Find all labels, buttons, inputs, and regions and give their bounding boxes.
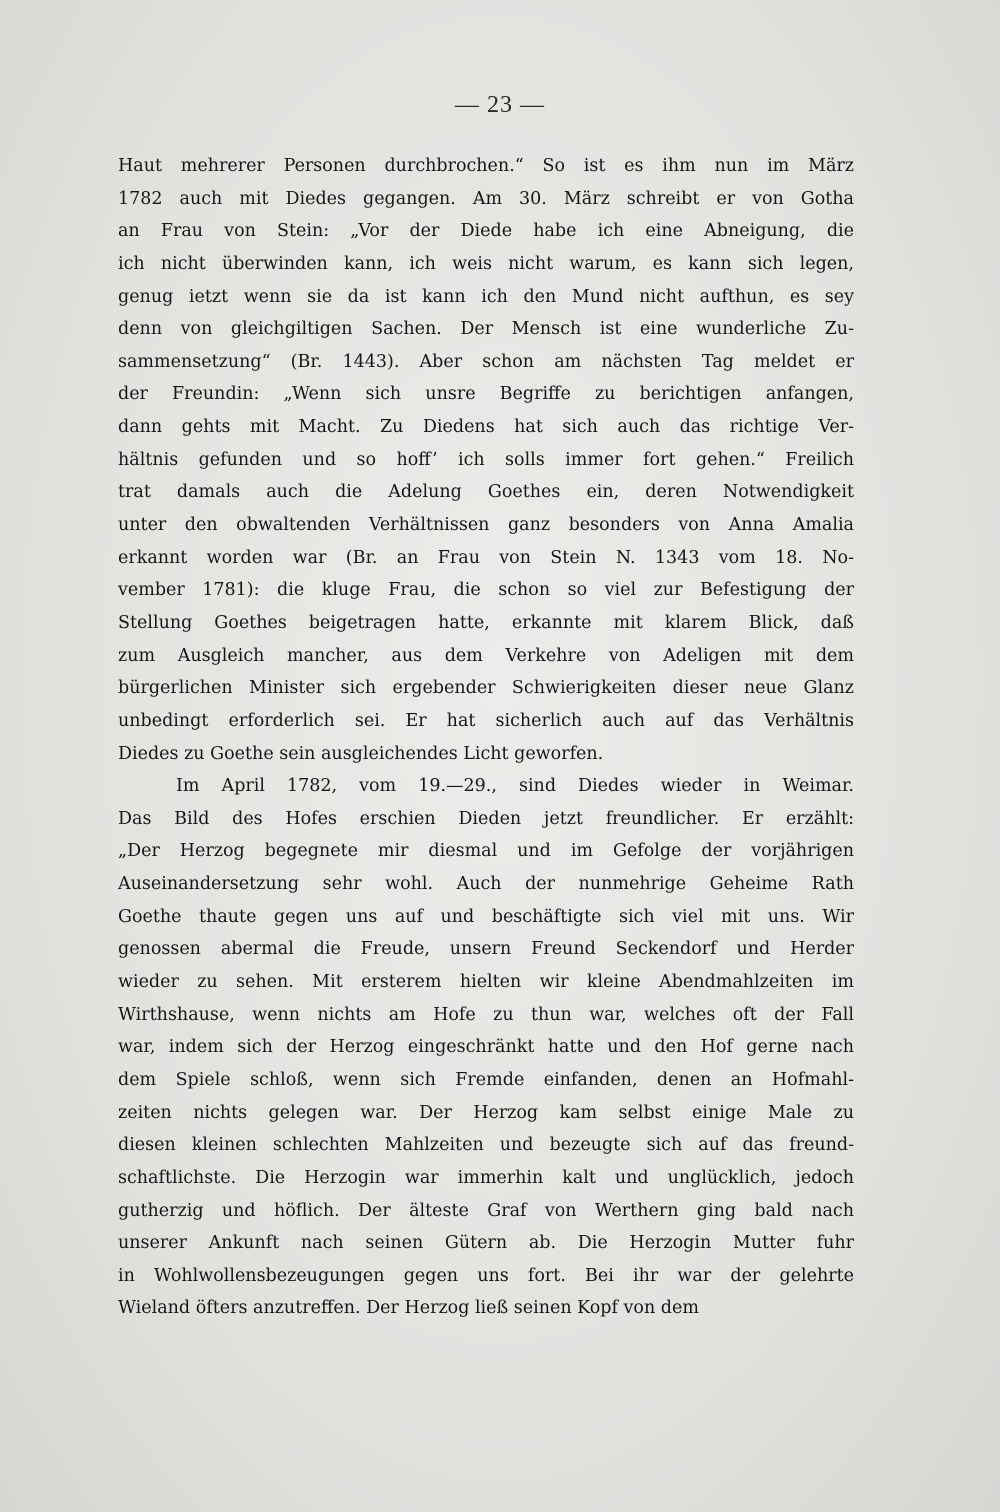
text-line: schaftlichste. Die Herzogin war immerhin kalt und unglücklich, jedoch bbox=[118, 1167, 854, 1188]
page-number: — 23 — bbox=[455, 92, 545, 118]
text-line: Das Bild des Hofes erschien Dieden jetzt freundlicher. Er erzählt: bbox=[118, 808, 854, 829]
text-line: vember 1781): die kluge Frau, die schon so viel zur Befestigung der bbox=[118, 580, 854, 601]
text-line: zeiten nichts gelegen war. Der Herzog kam selbst einige Male zu bbox=[118, 1102, 854, 1123]
text-line: unter den obwaltenden Verhältnissen ganz besonders von Anna Amalia bbox=[118, 515, 854, 536]
text-line: Goethe thaute gegen uns auf und beschäftigte sich viel mit uns. Wir bbox=[118, 906, 854, 927]
text-line: ich nicht überwinden kann, ich weis nicht warum, es kann sich legen, bbox=[118, 253, 854, 274]
text-line: bürgerlichen Minister sich ergebender Schwierigkeiten dieser neue Glanz bbox=[118, 678, 854, 699]
text-line: genug ietzt wenn sie da ist kann ich den Mund nicht aufthun, es sey bbox=[118, 286, 854, 307]
paragraph bbox=[118, 150, 854, 770]
text-line: hältnis gefunden und so hoff’ ich solls immer fort gehen.“ Freilich bbox=[118, 449, 854, 470]
text-line: dann gehts mit Macht. Zu Diedens hat sich auch das richtige Ver- bbox=[118, 417, 854, 438]
text-line: diesen kleinen schlechten Mahlzeiten und bezeugte sich auf das freund- bbox=[118, 1135, 854, 1156]
text-line: Wirthshause, wenn nichts am Hofe zu thun war, welches oft der Fall bbox=[118, 1004, 854, 1025]
text-line: wieder zu sehen. Mit ersterem hielten wir kleine Abendmahlzeiten im bbox=[118, 972, 854, 993]
text-line: unbedingt erforderlich sei. Er hat sicherlich auch auf das Verhältnis bbox=[118, 710, 854, 731]
text-line: sammensetzung“ (Br. 1443). Aber schon am nächsten Tag meldet er bbox=[118, 351, 854, 372]
text-line: dem Spiele schloß, wenn sich Fremde einfanden, denen an Hofmahl- bbox=[118, 1069, 854, 1090]
text-line: unserer Ankunft nach seinen Gütern ab. Die Herzogin Mutter fuhr bbox=[118, 1233, 854, 1254]
text-line: an Frau von Stein: „Vor der Diede habe ich eine Abneigung, die bbox=[118, 221, 854, 242]
text-line: genossen abermal die Freude, unsern Freund Seckendorf und Herder bbox=[118, 939, 854, 960]
text-line: Im April 1782, vom 19.—29., sind Diedes wieder in Weimar. bbox=[176, 776, 854, 797]
text-line: zum Ausgleich mancher, aus dem Verkehre von Adeligen mit dem bbox=[118, 645, 854, 666]
paragraph bbox=[118, 770, 854, 1325]
body-text bbox=[118, 150, 854, 1325]
text-line: denn von gleichgiltigen Sachen. Der Mensch ist eine wunderliche Zu- bbox=[118, 319, 854, 340]
text-line: der Freundin: „Wenn sich unsre Begriffe zu berichtigen anfangen, bbox=[118, 384, 854, 405]
text-line: Haut mehrerer Personen durchbrochen.“ So ist es ihm nun im März bbox=[118, 156, 854, 176]
text-line: war, indem sich der Herzog eingeschränkt hatte und den Hof gerne nach bbox=[118, 1037, 854, 1058]
text-line: 1782 auch mit Diedes gegangen. Am 30. März schreibt er von Gotha bbox=[118, 188, 854, 209]
text-line: „Der Herzog begegnete mir diesmal und im Gefolge der vorjährigen bbox=[118, 841, 854, 862]
text-line: Wieland öfters anzutreffen. Der Herzog ließ seinen Kopf von dem bbox=[118, 1298, 699, 1319]
text-line: gutherzig und höflich. Der älteste Graf von Werthern ging bald nach bbox=[118, 1200, 854, 1221]
text-line: erkannt worden war (Br. an Frau von Stein N. 1343 vom 18. No- bbox=[118, 547, 854, 568]
text-line: Auseinandersetzung sehr wohl. Auch der nunmehrige Geheime Rath bbox=[118, 874, 854, 895]
text-line: in Wohlwollensbezeugungen gegen uns fort. Bei ihr war der gelehrte bbox=[118, 1265, 854, 1286]
text-line: Diedes zu Goethe sein ausgleichendes Licht geworfen. bbox=[118, 743, 604, 764]
text-line: Stellung Goethes beigetragen hatte, erkannte mit klarem Blick, daß bbox=[118, 612, 854, 633]
text-line: trat damals auch die Adelung Goethes ein, deren Notwendigkeit bbox=[118, 482, 854, 503]
